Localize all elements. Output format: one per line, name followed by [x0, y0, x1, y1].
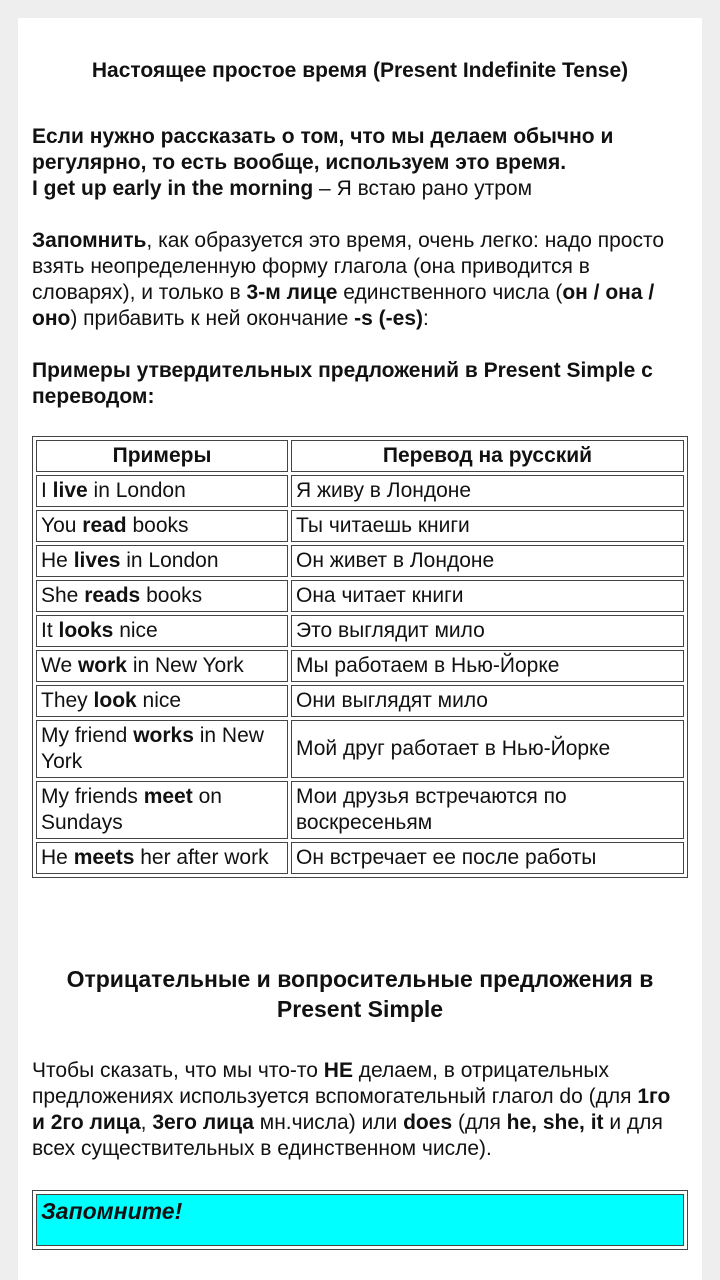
example-subject: She: [41, 584, 85, 607]
translation-cell: Он живет в Лондоне: [291, 545, 684, 577]
examples-heading: [32, 358, 688, 410]
example-subject: My friend: [41, 724, 134, 747]
remember-box: [32, 1190, 688, 1250]
neg-third-person: 3его лица: [152, 1111, 254, 1134]
example-subject: He: [41, 549, 74, 572]
example-cell: [36, 580, 288, 612]
example-subject: You: [41, 514, 83, 537]
example-rest: her after work: [134, 846, 269, 869]
neg-does: does: [403, 1111, 453, 1134]
page-title: Настоящее простое время (Present Indefinite Tense): [91, 59, 629, 82]
table-row: [36, 685, 684, 717]
example-rest: in London: [120, 549, 219, 572]
table-row: [36, 580, 684, 612]
table-row: [36, 475, 684, 507]
neg-text-6: и для всех существительных в единственном числе).: [32, 1111, 663, 1160]
translation-cell: Мы работаем в Нью-Йорке: [291, 650, 684, 682]
negation-paragraph: [32, 1058, 688, 1162]
intro-lead: Если нужно рассказать о том, что мы делаем обычно и регулярно, то есть вообще, используем это время.: [32, 125, 614, 174]
example-cell: [36, 615, 288, 647]
example-rest: in London: [87, 479, 186, 502]
example-subject: My friends: [41, 785, 144, 808]
table-header-row: [36, 440, 684, 472]
translation-cell: Мои друзья встречаются по воскресеньям: [291, 781, 684, 839]
example-rest: nice: [136, 689, 182, 712]
example-subject: They: [41, 689, 94, 712]
rule-third-person: 3-м лице: [246, 281, 338, 304]
neg-text-4: мн.числа) или: [253, 1111, 404, 1134]
rule-paragraph: [32, 228, 688, 332]
translation-cell: Ты читаешь книги: [291, 510, 684, 542]
intro-example-ru: Я встаю рано утром: [336, 177, 533, 200]
example-rest: books: [140, 584, 203, 607]
example-rest: in New York: [126, 654, 244, 677]
example-cell: [36, 842, 288, 874]
translation-cell: Она читает книги: [291, 580, 684, 612]
rule-text-4: :: [423, 307, 429, 330]
example-verb: work: [77, 654, 127, 677]
rule-ending: -s (-es): [354, 307, 424, 330]
rule-remember: Запомнить: [32, 229, 147, 252]
table-row: [36, 545, 684, 577]
example-verb: reads: [84, 584, 141, 607]
table-row: [36, 615, 684, 647]
example-subject: It: [41, 619, 59, 642]
neg-not: НЕ: [323, 1059, 353, 1082]
intro-example-en: I get up early in the morning: [32, 177, 314, 200]
example-cell: [36, 781, 288, 839]
table-row: [36, 650, 684, 682]
example-verb: looks: [58, 619, 114, 642]
rule-text-1: , как образуется это время, очень легко: надо просто взять неопределенную форму глагола (она приводится в словарях), и только в: [32, 229, 665, 304]
example-cell: [36, 545, 288, 577]
translation-cell: Он встречает ее после работы: [291, 842, 684, 874]
example-cell: [36, 475, 288, 507]
example-rest: on Sundays: [41, 785, 222, 834]
rule-text-3: ) прибавить к ней окончание: [70, 307, 355, 330]
example-cell: [36, 720, 288, 778]
neg-text-2: делаем, в отрицательных предложениях используется вспомогательный глагол do (для: [32, 1059, 638, 1108]
example-rest: nice: [113, 619, 158, 642]
example-verb: meets: [73, 846, 135, 869]
example-verb: read: [82, 514, 127, 537]
example-verb: lives: [73, 549, 121, 572]
neg-text-5: (для: [452, 1111, 507, 1134]
neg-first-second-person: 1го и 2го лица: [32, 1085, 671, 1134]
neg-pronouns: he, she, it: [506, 1111, 604, 1134]
table-row: [36, 781, 684, 839]
example-subject: He: [41, 846, 74, 869]
example-subject: I: [41, 479, 53, 502]
translation-cell: Мой друг работает в Нью-Йорке: [291, 720, 684, 778]
translation-cell: Это выглядит мило: [291, 615, 684, 647]
article-page: [18, 18, 702, 1280]
column-header-translation: Перевод на русский: [291, 440, 684, 472]
section2-title: Отрицательные и вопросительные предложения в Present Simple: [66, 966, 654, 1022]
translation-cell: Я живу в Лондоне: [291, 475, 684, 507]
table-row: [36, 720, 684, 778]
rule-pronouns: он / она / оно: [32, 281, 655, 330]
table-row: [36, 842, 684, 874]
table-row: [36, 510, 684, 542]
intro-paragraph: [32, 124, 688, 202]
intro-example-dash: –: [313, 177, 337, 200]
remember-label: Запомните!: [41, 1198, 183, 1224]
example-cell: [36, 650, 288, 682]
translation-cell: Они выглядят мило: [291, 685, 684, 717]
example-subject: We: [41, 654, 78, 677]
neg-text-3: ,: [140, 1111, 153, 1134]
example-verb: live: [52, 479, 88, 502]
column-header-examples: Примеры: [36, 440, 288, 472]
example-cell: [36, 510, 288, 542]
rule-text-2: единственного числа (: [337, 281, 563, 304]
example-rest: in New York: [41, 724, 264, 773]
example-verb: meet: [143, 785, 193, 808]
example-verb: look: [93, 689, 137, 712]
example-cell: [36, 685, 288, 717]
example-verb: works: [133, 724, 194, 747]
example-rest: books: [126, 514, 189, 537]
remember-box-inner: [36, 1194, 684, 1246]
examples-heading-text: Примеры утвердительных предложений в Present Simple с переводом:: [32, 359, 653, 408]
neg-text-1: Чтобы сказать, что мы что-то: [32, 1059, 324, 1082]
examples-table: [32, 436, 688, 878]
